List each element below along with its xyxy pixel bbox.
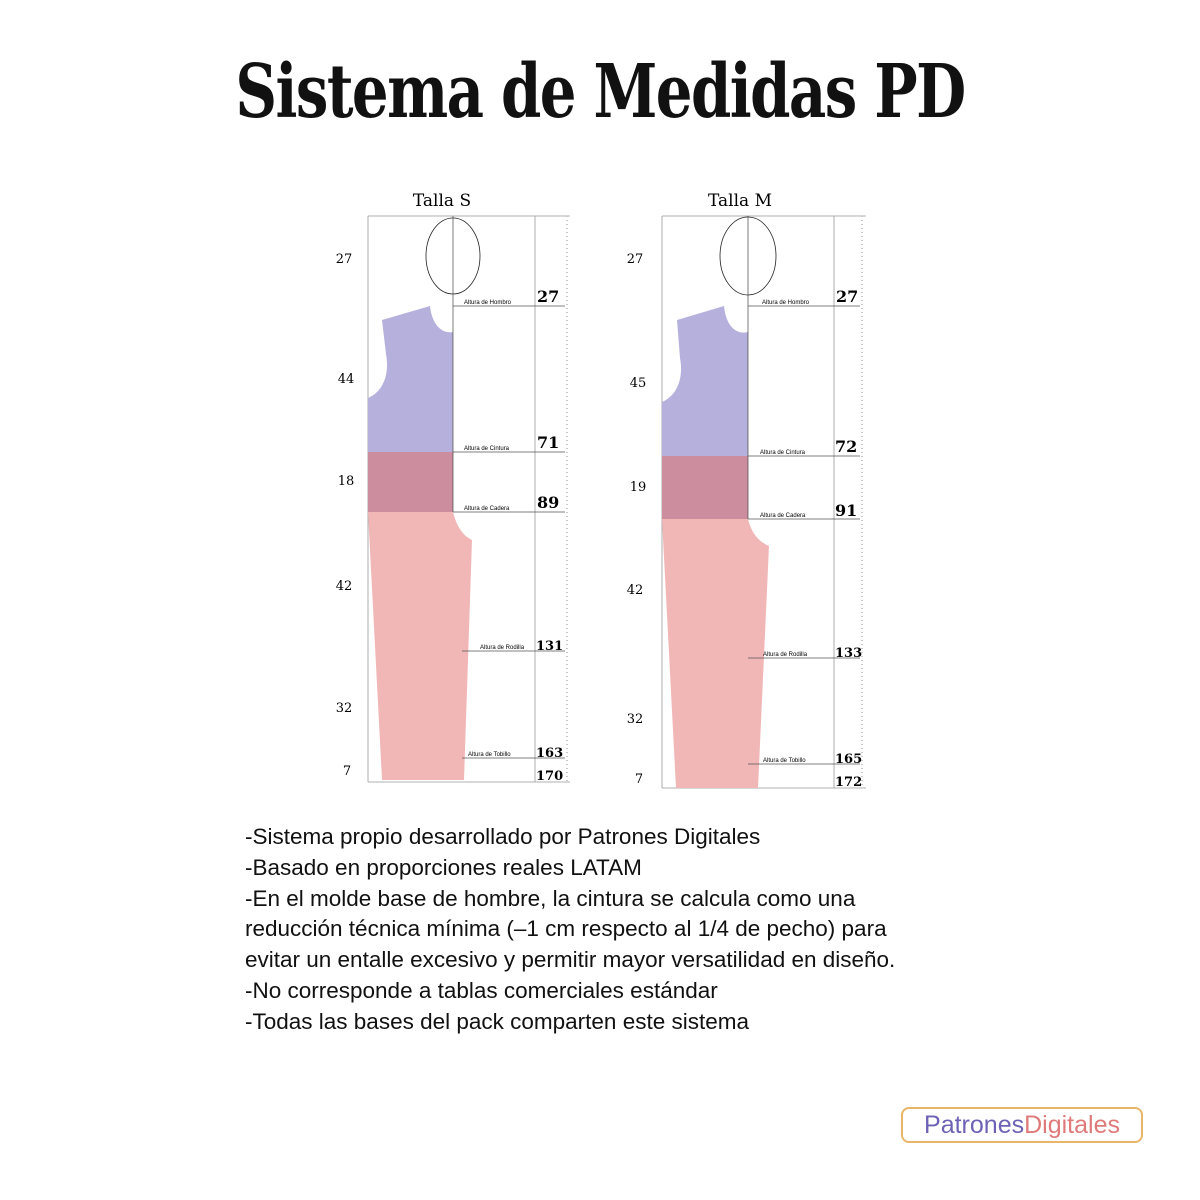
level-label-tobillo: Altura de Tobillo	[468, 752, 511, 758]
note-line: reducción técnica mínima (–1 cm respecto al 1/4 de pecho) para	[245, 916, 887, 942]
level-label-cintura: Altura de Cintura	[464, 446, 510, 452]
level-value-tobillo: 163	[536, 746, 564, 761]
level-label-cintura: Altura de Cintura	[760, 450, 806, 456]
segment-value-torso: 44	[337, 372, 355, 387]
trouser-piece	[368, 512, 472, 780]
segment-value-foot: 7	[342, 764, 352, 779]
level-value-hombro: 27	[537, 287, 560, 306]
hip-band-piece	[368, 452, 453, 512]
level-label-cadera: Altura de Cadera	[760, 513, 806, 519]
segment-value-shin: 32	[626, 712, 644, 727]
level-value-cadera: 89	[537, 493, 560, 512]
hip-band-piece	[662, 456, 748, 519]
level-value-cintura: 71	[537, 433, 560, 452]
logo-text-digitales: Digitales	[1024, 1110, 1120, 1139]
note-line: -En el molde base de hombre, la cintura se calcula como una	[245, 885, 856, 911]
note-line: -Basado en proporciones reales LATAM	[245, 854, 642, 880]
brand-logo	[901, 1107, 1143, 1143]
trouser-piece	[662, 519, 769, 788]
figure-talla-s	[320, 180, 580, 790]
body-measurement-diagram-s	[320, 180, 580, 790]
level-value-cintura: 72	[835, 437, 858, 456]
total-height-value: 170	[536, 769, 564, 784]
segment-value-hip: 18	[337, 474, 355, 489]
level-value-hombro: 27	[836, 287, 859, 306]
bodice-piece	[368, 306, 453, 452]
size-label: Talla M	[708, 191, 772, 211]
note-line: -No corresponde a tablas comerciales estándar	[245, 977, 718, 1003]
segment-value-head: 27	[335, 252, 353, 267]
page-title: Sistema de Medidas PD	[235, 49, 965, 135]
figure-talla-m	[610, 180, 870, 790]
level-label-cadera: Altura de Cadera	[464, 506, 510, 512]
body-measurement-diagram-m	[610, 180, 870, 790]
level-label-hombro: Altura de Hombro	[464, 300, 512, 306]
size-label: Talla S	[412, 191, 472, 211]
level-value-cadera: 91	[835, 501, 858, 520]
level-value-tobillo: 165	[835, 752, 863, 767]
note-line: -Sistema propio desarrollado por Patrones Digitales	[245, 824, 761, 849]
level-value-rodilla: 133	[835, 646, 863, 661]
segment-value-thigh: 42	[626, 583, 644, 598]
segment-value-foot: 7	[634, 772, 644, 787]
bodice-piece	[662, 306, 748, 456]
segment-value-thigh: 42	[335, 579, 353, 594]
level-value-rodilla: 131	[536, 639, 564, 654]
level-label-rodilla: Altura de Rodilla	[480, 645, 525, 651]
total-height-value: 172	[835, 775, 863, 790]
note-line: evitar un entalle excesivo y permitir mayor versatilidad en diseño.	[245, 947, 896, 973]
notes-list	[245, 822, 1045, 1038]
segment-value-head: 27	[626, 252, 644, 267]
level-label-rodilla: Altura de Rodilla	[763, 652, 808, 658]
segment-value-hip: 19	[629, 480, 647, 495]
segment-value-torso: 45	[629, 376, 647, 391]
level-label-tobillo: Altura de Tobillo	[763, 758, 806, 764]
segment-value-shin: 32	[335, 701, 353, 716]
logo-text-patrones: Patrones	[924, 1110, 1025, 1139]
note-line: -Todas las bases del pack comparten este sistema	[245, 1008, 749, 1034]
level-label-hombro: Altura de Hombro	[762, 300, 810, 306]
